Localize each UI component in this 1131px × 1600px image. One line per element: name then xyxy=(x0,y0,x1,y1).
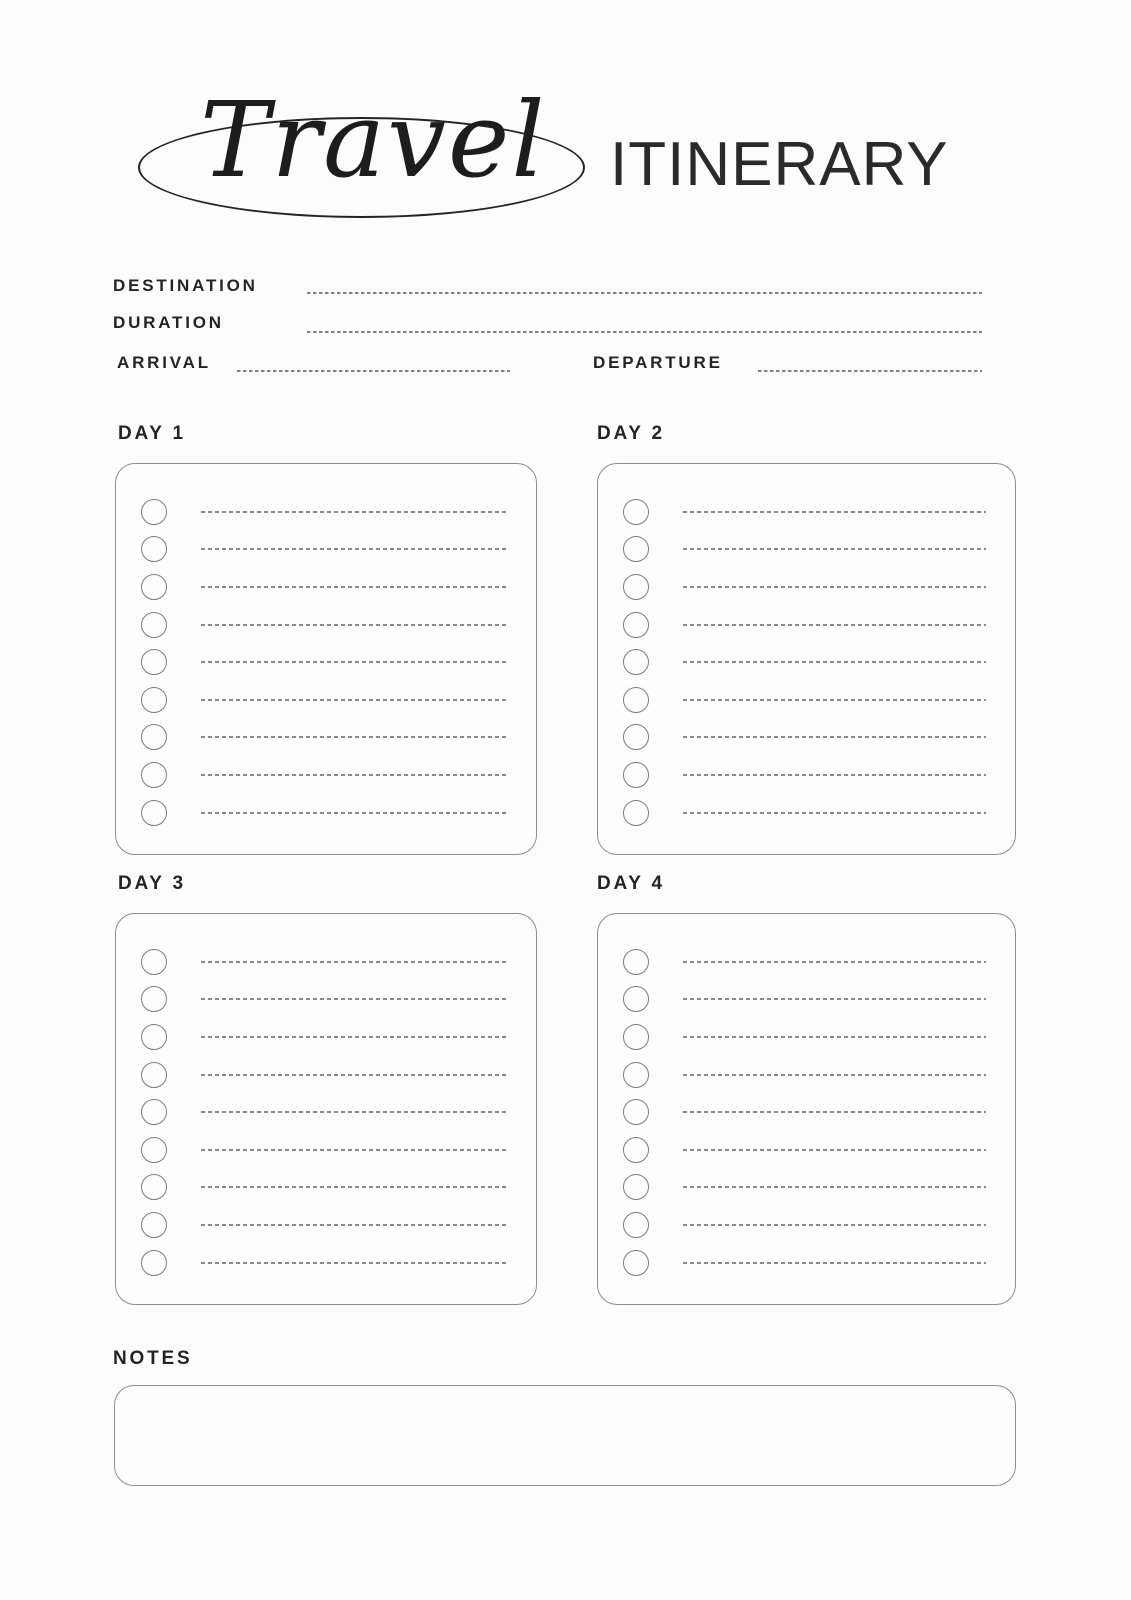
checkbox-circle[interactable] xyxy=(141,949,167,975)
checklist-row xyxy=(116,719,536,757)
checkbox-circle[interactable] xyxy=(623,649,649,675)
entry-line[interactable] xyxy=(201,511,507,513)
checkbox-circle[interactable] xyxy=(141,1212,167,1238)
entry-line[interactable] xyxy=(683,1186,986,1188)
checklist-row xyxy=(598,794,1015,832)
checklist-row xyxy=(598,719,1015,757)
checkbox-circle[interactable] xyxy=(623,612,649,638)
checklist-row xyxy=(116,1131,536,1169)
checklist-row xyxy=(116,1018,536,1056)
checklist-row xyxy=(598,531,1015,569)
checklist-row xyxy=(116,1056,536,1094)
checkbox-circle[interactable] xyxy=(141,1137,167,1163)
title-script-word: Travel xyxy=(200,79,547,201)
entry-line[interactable] xyxy=(201,1186,507,1188)
entry-line[interactable] xyxy=(683,812,986,814)
entry-line[interactable] xyxy=(201,1149,507,1151)
checkbox-circle[interactable] xyxy=(623,762,649,788)
notes-label: NOTES xyxy=(113,1348,193,1369)
arrival-label: ARRIVAL xyxy=(117,353,211,372)
entry-line[interactable] xyxy=(683,736,986,738)
entry-line[interactable] xyxy=(683,1224,986,1226)
checklist-row xyxy=(598,681,1015,719)
entry-line[interactable] xyxy=(201,1111,507,1113)
entry-line[interactable] xyxy=(201,699,507,701)
day-1-label: DAY 1 xyxy=(118,423,186,444)
checkbox-circle[interactable] xyxy=(141,1174,167,1200)
entry-line[interactable] xyxy=(201,661,507,663)
day-4-label: DAY 4 xyxy=(597,873,665,894)
checkbox-circle[interactable] xyxy=(623,687,649,713)
checklist-row xyxy=(598,606,1015,644)
arrival-input-line[interactable] xyxy=(237,370,510,372)
checklist-row xyxy=(116,493,536,531)
checklist-row xyxy=(116,1244,536,1282)
entry-line[interactable] xyxy=(201,998,507,1000)
checkbox-circle[interactable] xyxy=(623,1250,649,1276)
checkbox-circle[interactable] xyxy=(623,1024,649,1050)
checkbox-circle[interactable] xyxy=(141,1062,167,1088)
entry-line[interactable] xyxy=(683,1036,986,1038)
checkbox-circle[interactable] xyxy=(141,1250,167,1276)
entry-line[interactable] xyxy=(201,624,507,626)
checkbox-circle[interactable] xyxy=(623,1099,649,1125)
entry-line[interactable] xyxy=(683,699,986,701)
checklist-row xyxy=(116,681,536,719)
checkbox-circle[interactable] xyxy=(141,762,167,788)
entry-line[interactable] xyxy=(201,548,507,550)
checkbox-circle[interactable] xyxy=(141,536,167,562)
checkbox-circle[interactable] xyxy=(623,800,649,826)
checklist-row xyxy=(598,1093,1015,1131)
destination-input-line[interactable] xyxy=(307,292,982,294)
entry-line[interactable] xyxy=(201,774,507,776)
day-2-label: DAY 2 xyxy=(597,423,665,444)
notes-input-area[interactable] xyxy=(114,1385,1016,1486)
day-2-checklist-box xyxy=(597,463,1016,855)
checklist-row xyxy=(598,943,1015,981)
entry-line[interactable] xyxy=(201,812,507,814)
checklist-row xyxy=(598,643,1015,681)
day-3-rows xyxy=(116,914,536,1281)
entry-line[interactable] xyxy=(683,961,986,963)
checklist-row xyxy=(116,981,536,1019)
checklist-row xyxy=(116,756,536,794)
departure-label: DEPARTURE xyxy=(593,353,723,372)
entry-line[interactable] xyxy=(683,586,986,588)
checklist-row xyxy=(598,1169,1015,1207)
checkbox-circle[interactable] xyxy=(623,1062,649,1088)
entry-line[interactable] xyxy=(683,624,986,626)
checkbox-circle[interactable] xyxy=(623,1137,649,1163)
checkbox-circle[interactable] xyxy=(141,687,167,713)
checklist-row xyxy=(598,1206,1015,1244)
checkbox-circle[interactable] xyxy=(623,724,649,750)
day-1-rows xyxy=(116,464,536,831)
day-1-checklist-box xyxy=(115,463,537,855)
page-title: ITINERARY xyxy=(610,130,949,199)
entry-line[interactable] xyxy=(201,1262,507,1264)
checklist-row xyxy=(598,493,1015,531)
checkbox-circle[interactable] xyxy=(141,1099,167,1125)
entry-line[interactable] xyxy=(683,1149,986,1151)
checkbox-circle[interactable] xyxy=(141,724,167,750)
entry-line[interactable] xyxy=(201,961,507,963)
entry-line[interactable] xyxy=(683,1262,986,1264)
entry-line[interactable] xyxy=(683,1111,986,1113)
entry-line[interactable] xyxy=(683,998,986,1000)
entry-line[interactable] xyxy=(683,774,986,776)
checklist-row xyxy=(116,606,536,644)
day-2-rows xyxy=(598,464,1015,831)
checklist-row xyxy=(598,756,1015,794)
duration-label: DURATION xyxy=(113,313,224,332)
departure-input-line[interactable] xyxy=(758,370,982,372)
checklist-row xyxy=(116,531,536,569)
checklist-row xyxy=(116,1169,536,1207)
entry-line[interactable] xyxy=(683,511,986,513)
checkbox-circle[interactable] xyxy=(623,499,649,525)
checkbox-circle[interactable] xyxy=(141,986,167,1012)
checkbox-circle[interactable] xyxy=(141,574,167,600)
checkbox-circle[interactable] xyxy=(141,1024,167,1050)
checkbox-circle[interactable] xyxy=(141,800,167,826)
entry-line[interactable] xyxy=(201,736,507,738)
day-3-label: DAY 3 xyxy=(118,873,186,894)
checkbox-circle[interactable] xyxy=(623,986,649,1012)
entry-line[interactable] xyxy=(201,586,507,588)
entry-line[interactable] xyxy=(201,1036,507,1038)
checklist-row xyxy=(116,1206,536,1244)
checkbox-circle[interactable] xyxy=(141,649,167,675)
checkbox-circle[interactable] xyxy=(141,499,167,525)
day-4-checklist-box xyxy=(597,913,1016,1305)
checkbox-circle[interactable] xyxy=(623,1212,649,1238)
checkbox-circle[interactable] xyxy=(623,1174,649,1200)
checklist-row xyxy=(116,1093,536,1131)
checklist-row xyxy=(116,643,536,681)
day-4-rows xyxy=(598,914,1015,1281)
checklist-row xyxy=(598,1018,1015,1056)
entry-line[interactable] xyxy=(683,1074,986,1076)
checklist-row xyxy=(598,568,1015,606)
checklist-row xyxy=(116,943,536,981)
checklist-row xyxy=(598,981,1015,1019)
checklist-row xyxy=(598,1056,1015,1094)
checkbox-circle[interactable] xyxy=(623,949,649,975)
checkbox-circle[interactable] xyxy=(141,612,167,638)
entry-line[interactable] xyxy=(201,1074,507,1076)
entry-line[interactable] xyxy=(683,661,986,663)
entry-line[interactable] xyxy=(683,548,986,550)
destination-label: DESTINATION xyxy=(113,276,258,295)
entry-line[interactable] xyxy=(201,1224,507,1226)
checklist-row xyxy=(598,1244,1015,1282)
checkbox-circle[interactable] xyxy=(623,536,649,562)
day-3-checklist-box xyxy=(115,913,537,1305)
checklist-row xyxy=(116,794,536,832)
duration-input-line[interactable] xyxy=(307,331,982,333)
checkbox-circle[interactable] xyxy=(623,574,649,600)
checklist-row xyxy=(116,568,536,606)
checklist-row xyxy=(598,1131,1015,1169)
